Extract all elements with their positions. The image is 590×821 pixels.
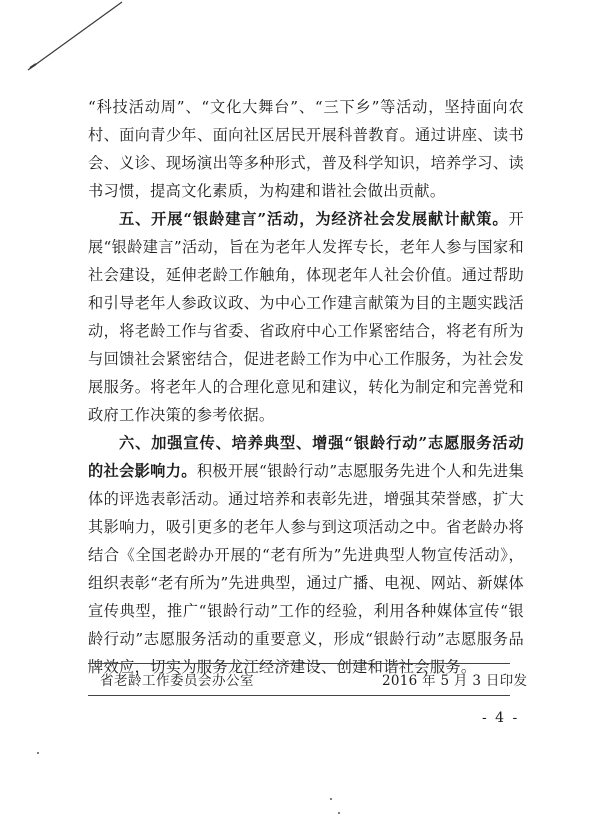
scan-speck [330, 798, 332, 800]
paragraph-1-text: “科技活动周”、“文化大舞台”、“三下乡”等活动，坚持面向农村、面向青少年、面向社区居民开展科普教育。通过讲座、读书会、义诊、现场演出等多种形式，普及科学知识，培养学习、读书习惯，提高文化素质，为构建和谐社会做出贡献。 [88, 98, 524, 200]
scan-speck [338, 812, 340, 814]
paragraph-6-text: 积极开展“银龄行动”志愿服务先进个人和先进集体的评选表彰活动。通过培养和表彰先进，增强其荣誉感，扩大其影响力，吸引更多的老年人参与到这项活动之中。省老龄办将结合《全国老龄办开展的“老有所为”先进典型人物宣传活动》，组织表彰“老有所为”先进典型，通过广播、电视、网站、新媒体宣传典型，推广“银龄行动”工作的经验，利用各种媒体宣传“银龄行动”志愿服务活动的重要意义，形成“银龄行动”志愿服务品牌效应，切实为服务龙江经济建设、创建和谐社会服务。 [88, 462, 524, 676]
footer-rule-top [88, 663, 510, 664]
paragraph-6 [88, 429, 524, 681]
paragraph-1 [88, 93, 524, 205]
paragraph-5-text: 开展“银龄建言”活动，旨在为老年人发挥专长，老年人参与国家和社会建设，延伸老龄工作触角，体现老年人社会价值。通过帮助和引导老年人参政议政、为中心工作建言献策为目的主题实践活动，将老龄工作与省委、省政府中心工作紧密结合，将老有所为与回馈社会紧密结合，促进老龄工作为中心工作服务，为社会发展服务。将老年人的合理化意见和建议，转化为制定和完善党和政府工作决策的参考依据。 [88, 210, 524, 424]
footer-date: 2016 年 5 月 3 日印发 [382, 673, 528, 689]
section-6-heading: 六、加强宣传、培养典型、增强“银龄行动”志愿服务活动的社会影响力。 [88, 434, 524, 480]
document-body [88, 93, 524, 681]
scan-speck [37, 752, 39, 754]
pen-stroke-mark [0, 0, 130, 80]
footer-issuer: 省老龄工作委员会办公室 [100, 673, 254, 689]
page-number: - 4 - [482, 710, 520, 726]
footer-rule-bottom [88, 695, 510, 696]
section-5-heading: 五、开展“银龄建言”活动，为经济社会发展献计献策。 [119, 210, 509, 228]
paragraph-5 [88, 205, 524, 429]
